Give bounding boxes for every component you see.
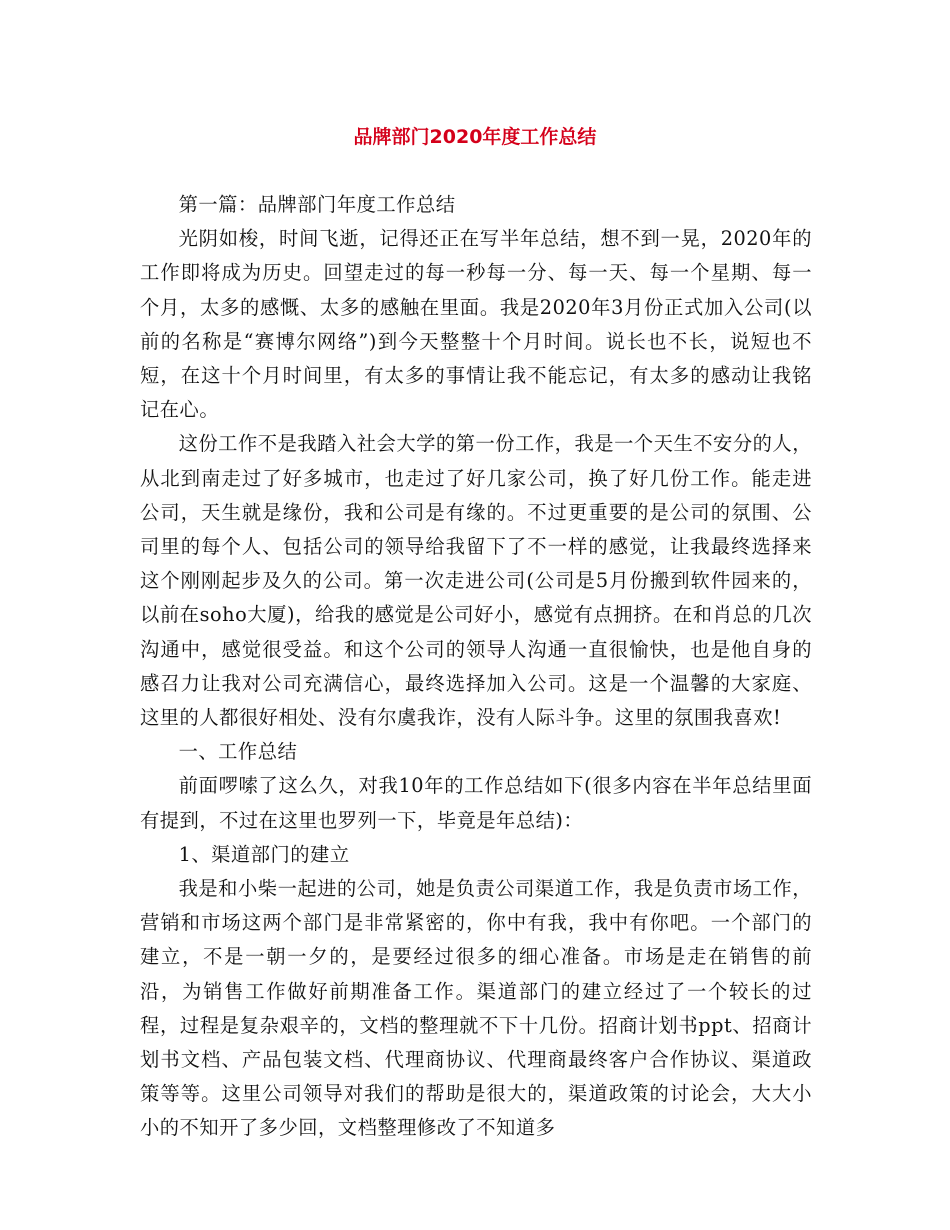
body-paragraph: 光阴如梭，时间飞逝，记得还正在写半年总结，想不到一晃，2020年的工作即将成为历史。回望走过的每一秒每一分、每一天、每一个星期、每一个月，太多的感慨、太多的感触在里面。我是2020年3月份正式加入公司(以前的名称是“赛博尔网络”)到今天整整十个月时间。说长也不长，说短也不短，在这十个月时间里，有太多的事情让我不能忘记，有太多的感动让我铭记在心。: [140, 227, 812, 422]
document-body: [140, 188, 812, 1146]
body-paragraph: 我是和小柴一起进的公司，她是负责公司渠道工作，我是负责市场工作，营销和市场这两个部门是非常紧密的，你中有我，我中有你吧。一个部门的建立，不是一朝一夕的，是要经过很多的细心准备。市场是走在销售的前沿，为销售工作做好前期准备工作。渠道部门的建立经过了一个较长的过程，过程是复杂艰辛的，文档的整理就不下十几份。招商计划书ppt、招商计划书文档、产品包装文档、代理商协议、代理商最终客户合作协议、渠道政策等等。这里公司领导对我们的帮助是很大的，渠道政策的讨论会，大大小小的不知开了多少回，文档整理修改了不知道多: [140, 877, 812, 1140]
document-title: 品牌部门2020年度工作总结: [353, 126, 597, 148]
subsection-heading: 1、渠道部门的建立: [178, 842, 350, 866]
section-heading: 一、工作总结: [178, 740, 298, 764]
body-paragraph: 这份工作不是我踏入社会大学的第一份工作，我是一个天生不安分的人，从北到南走过了好多城市，也走过了好几家公司，换了好几份工作。能走进公司，天生就是缘份，我和公司是有缘的。不过更重要的是公司的氛围、公司里的每个人、包括公司的领导给我留下了不一样的感觉，让我最终选择来这个刚刚起步及久的公司。第一次走进公司(公司是5月份搬到软件园来的，以前在soho大厦)，给我的感觉是公司好小，感觉有点拥挤。在和肖总的几次沟通中，感觉很受益。和这个公司的领导人沟通一直很愉快，也是他自身的感召力让我对公司充满信心，最终选择加入公司。这是一个温馨的大家庭、这里的人都很好相处、没有尔虞我诈，没有人际斗争。这里的氛围我喜欢!: [140, 432, 812, 730]
body-paragraph: 前面啰嗦了这么久，对我10年的工作总结如下(很多内容在半年总结里面有提到，不过在这里也罗列一下，毕竟是年总结)：: [140, 774, 812, 832]
section-heading: 第一篇：品牌部门年度工作总结: [178, 193, 456, 216]
